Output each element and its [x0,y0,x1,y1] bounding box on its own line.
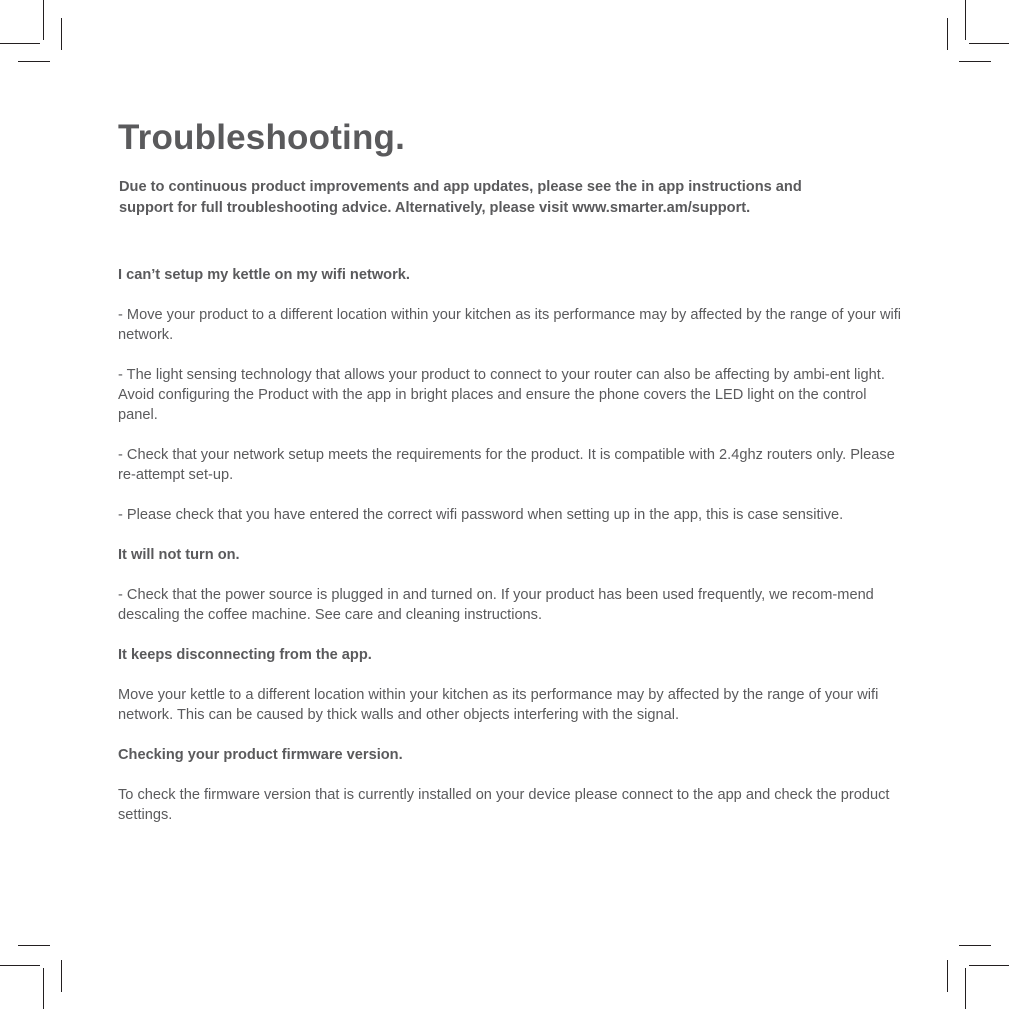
paragraph: - Check that your network setup meets the requirements for the product. It is compatible with 2.4ghz routers only. Please re-attempt set-up. [118,447,895,483]
crop-mark [43,0,44,40]
crop-mark [965,0,966,40]
section-heading-disconnecting: It keeps disconnecting from the app. [118,647,372,663]
section-heading-wifi-setup: I can’t setup my kettle on my wifi network. [118,267,410,283]
paragraph: - The light sensing technology that allows your product to connect to your router can also be affecting by ambi-ent light. Avoid configuring the Product with the app in bright places and ensure the phone covers the LED light on the control panel. [118,367,885,423]
crop-mark [61,960,62,992]
crop-mark [965,968,966,1009]
crop-mark [0,43,40,44]
crop-mark [947,960,948,992]
crop-mark [969,965,1009,966]
crop-mark [0,965,40,966]
page-title: Troubleshooting. [118,118,406,157]
section-heading-power: It will not turn on. [118,547,240,563]
section-heading-firmware: Checking your product firmware version. [118,747,403,763]
paragraph: Move your kettle to a different location within your kitchen as its performance may by affected by the range of your wifi network. This can be caused by thick walls and other objects interfering with the signal. [118,687,879,723]
paragraph: To check the firmware version that is currently installed on your device please connect to the app and check the product settings. [118,787,890,823]
crop-mark [61,18,62,50]
intro-text: Due to continuous product improvements and app updates, please see the in app instructions and support for full troubleshooting advice. Alternatively, please visit www.smarter.am/support. [119,179,802,216]
crop-mark [18,945,50,946]
crop-mark [947,18,948,50]
paragraph: - Please check that you have entered the correct wifi password when setting up in the app, this is case sensitive. [118,507,844,523]
paragraph: - Check that the power source is plugged in and turned on. If your product has been used frequently, we recom-mend descaling the coffee machine. See care and cleaning instructions. [118,587,874,623]
crop-mark [959,61,991,62]
paragraph: - Move your product to a different location within your kitchen as its performance may by affected by the range of your wifi network. [118,307,902,343]
crop-mark [969,43,1009,44]
crop-mark [43,968,44,1009]
troubleshooting-body [118,265,908,845]
crop-mark [18,61,50,62]
crop-mark [959,945,991,946]
